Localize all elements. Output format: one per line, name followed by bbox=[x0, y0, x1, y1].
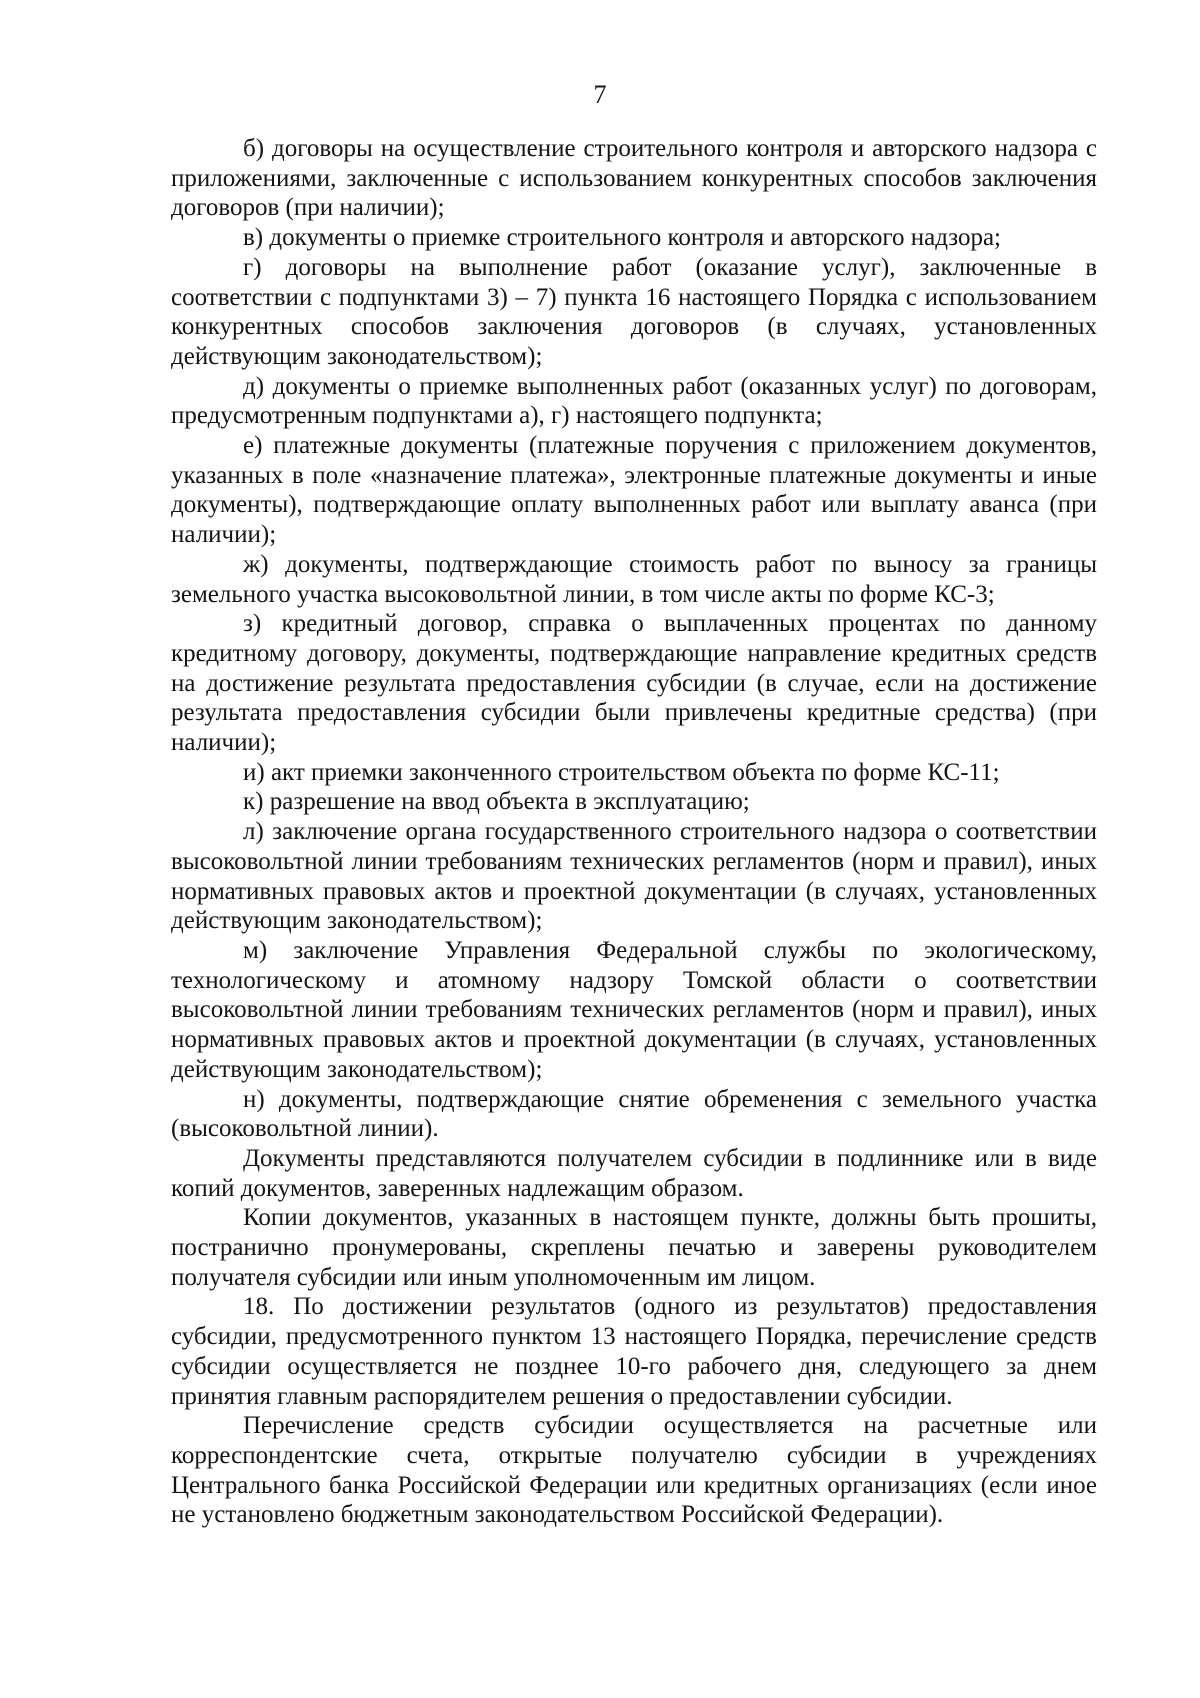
paragraph-item-i: и) акт приемки законченного строительством объекта по форме КС-11; bbox=[243, 758, 1000, 786]
paragraph-document-copies: Копии документов, указанных в настоящем пункте, должны быть прошиты, постранично пронумерованы, скреплены печатью и заверены руководителем получателя субсидии или иным уполномоченным им лицом. bbox=[171, 1204, 1097, 1291]
paragraph-item-m: м) заключение Управления Федеральной службы по экологическому, технологическому и атомному надзору Томской области о соответствии высоковольтной линии требованиям технических регламентов (норм и правил), иных нормативных правовых актов и проектной документации (в случаях, установленных действующим законодательством); bbox=[171, 936, 1097, 1083]
paragraph-item-e: е) платежные документы (платежные поручения с приложением документов, указанных в поле «назначение платежа», электронные платежные документы и иные документы), подтверждающие оплату выполненных работ или выплату аванса (при наличии); bbox=[171, 432, 1097, 549]
paragraph-item-l: л) заключение органа государственного строительного надзора о соответствии высоковольтной линии требованиям технических регламентов (норм и правил), иных нормативных правовых актов и проектной документации (в случаях, установленных действующим законодательством); bbox=[171, 818, 1097, 935]
paragraph-item-d: д) документы о приемке выполненных работ (оказанных услуг) по договорам, предусмотренным подпунктами а), г) настоящего подпункта; bbox=[171, 372, 1097, 430]
page-number: 7 bbox=[593, 80, 607, 109]
paragraph-item-b: б) договоры на осуществление строительного контроля и авторского надзора с приложениями, заключенные с использованием конкурентных способов заключения договоров (при наличии); bbox=[171, 135, 1097, 222]
paragraph-item-g: г) договоры на выполнение работ (оказание услуг), заключенные в соответствии с подпунктами 3) – 7) пункта 16 настоящего Порядка с использованием конкурентных способов заключения договоров (в случаях, установленных действующим законодательством); bbox=[171, 253, 1097, 370]
paragraph-item-z: з) кредитный договор, справка о выплаченных процентах по данному кредитному договору, документы, подтверждающие направление кредитных средств на достижение результата предоставления субсидии (в случае, если на достижение результата предоставления субсидии были привлечены кредитные средства) (при наличии); bbox=[171, 610, 1097, 757]
paragraph-item-n: н) документы, подтверждающие снятие обременения с земельного участка (высоковольтной линии). bbox=[171, 1085, 1097, 1143]
paragraph-item-k: к) разрешение на ввод объекта в эксплуатацию; bbox=[243, 788, 750, 816]
paragraph-item-zh: ж) документы, подтверждающие стоимость работ по выносу за границы земельного участка высоковольтной линии, в том числе акты по форме КС-3; bbox=[171, 550, 1097, 608]
paragraph-clause-18: 18. По достижении результатов (одного из результатов) предоставления субсидии, предусмотренного пунктом 13 настоящего Порядка, перечисление средств субсидии осуществляется не позднее 10-го рабочего дня, следующего за днем принятия главным распорядителем решения о предоставлении субсидии. bbox=[171, 1293, 1097, 1410]
paragraph-transfer-accounts: Перечисление средств субсидии осуществляется на расчетные или корреспондентские счета, открытые получателю субсидии в учреждениях Центрального банка Российской Федерации или кредитных организациях (если иное не установлено бюджетным законодательством Российской Федерации). bbox=[171, 1412, 1097, 1529]
paragraph-documents-submission: Документы представляются получателем субсидии в подлиннике или в виде копий документов, заверенных надлежащим образом. bbox=[171, 1144, 1097, 1202]
paragraph-item-v: в) документы о приемке строительного контроля и авторского надзора; bbox=[243, 224, 1001, 252]
document-body bbox=[171, 134, 1097, 1530]
